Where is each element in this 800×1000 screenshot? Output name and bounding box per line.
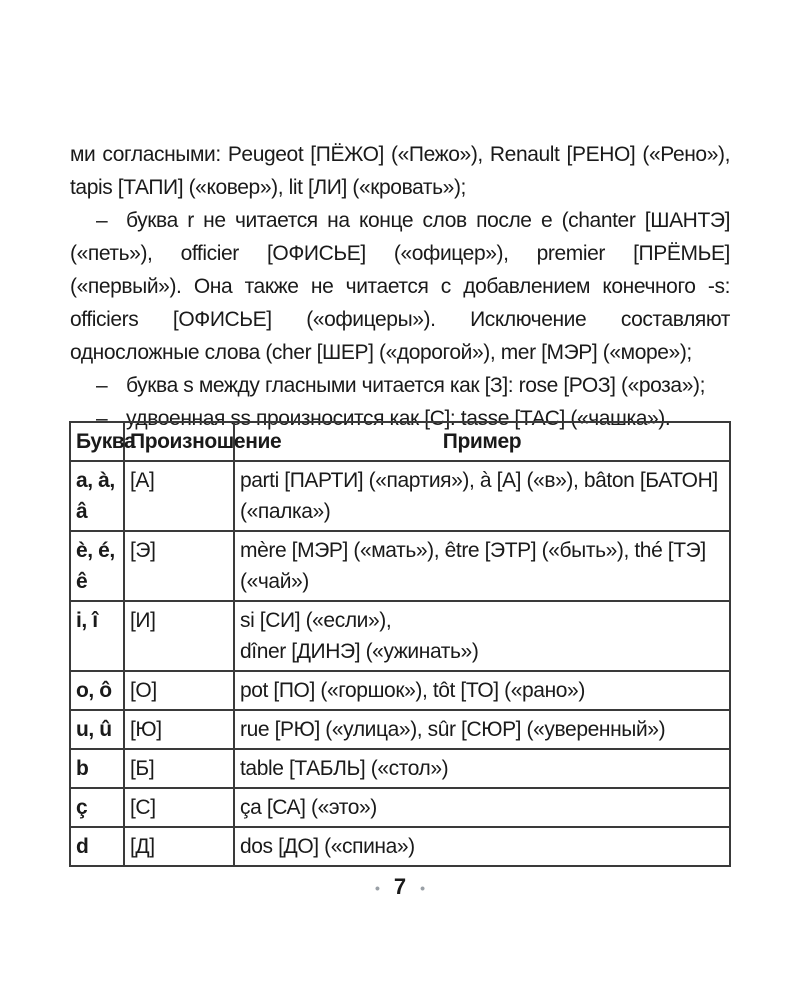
cell-pronunciation: [Б] <box>124 749 234 788</box>
page-dot-right: • <box>420 880 426 897</box>
cell-letter: i, î <box>70 601 124 671</box>
example-line-2: dîner [ДИНЭ] («ужинать») <box>240 640 479 663</box>
cell-pronunciation: [Ю] <box>124 710 234 749</box>
cell-pronunciation: [С] <box>124 788 234 827</box>
cell-letter: ç <box>70 788 124 827</box>
cell-letter: b <box>70 749 124 788</box>
cell-letter: o, ô <box>70 671 124 710</box>
table-row <box>70 788 730 827</box>
table-row <box>70 710 730 749</box>
cell-pronunciation: [А] <box>124 461 234 531</box>
example-line-1: si [СИ] («если»), <box>240 609 392 632</box>
header-example: Пример <box>234 422 730 461</box>
header-letter: Буква <box>70 422 124 461</box>
table-row <box>70 531 730 601</box>
bullet-text: удвоенная ss произносится как [С]: tasse [ТАС] («чашка»). <box>126 407 671 430</box>
cell-pronunciation: [И] <box>124 601 234 671</box>
bullet-dash: – <box>96 374 108 397</box>
bullet-dash: – <box>96 407 108 430</box>
cell-example: ça [СА] («это») <box>234 788 730 827</box>
cell-letter: è, é, ê <box>70 531 124 601</box>
cell-letter: u, û <box>70 710 124 749</box>
cell-letter: a, à, â <box>70 461 124 531</box>
table-row <box>70 601 730 671</box>
cell-example: rue [РЮ] («улица»), sûr [СЮР] («уверенный») <box>234 710 730 749</box>
bullet-r-rule <box>70 204 730 369</box>
cell-example: mère [МЭР] («мать»), être [ЭТР] («быть»), thé [ТЭ] («чай») <box>234 531 730 601</box>
cell-letter: d <box>70 827 124 866</box>
table-row <box>70 461 730 531</box>
table-row <box>70 749 730 788</box>
header-pronunciation: Произношение <box>124 422 234 461</box>
cell-example <box>234 601 730 671</box>
cell-pronunciation: [О] <box>124 671 234 710</box>
cell-example: parti [ПАРТИ] («партия»), à [А] («в»), bâton [БАТОН] («палка») <box>234 461 730 531</box>
bullet-s-rule <box>70 369 730 402</box>
cell-pronunciation: [Э] <box>124 531 234 601</box>
page-number-footer <box>0 874 800 900</box>
table-row <box>70 827 730 866</box>
paragraph-continuation: ми согласными: Peugeot [ПЁЖО] («Пежо»), Renault [РЕНО] («Рено»), tapis [ТАПИ] («ковер»), lit [ЛИ] («кровать»); <box>70 143 730 199</box>
table-row <box>70 671 730 710</box>
bullet-text: буква s между гласными читается как [З]: rose [РОЗ] («роза»); <box>126 374 706 397</box>
pronunciation-table <box>69 421 731 867</box>
bullet-dash: – <box>96 209 108 232</box>
cell-example: dos [ДО] («спина») <box>234 827 730 866</box>
bullet-text: буква r не читается на конце слов после e (chanter [ШАНТЭ] («петь»), officier [ОФИСЬЕ] («офицер»), premier [ПРЁМЬЕ] («первый»). Она также не читается с добавлением конечного -s: officiers [ОФИСЬЕ] («офицеры»). Исключение составляют односложные слова (cher [ШЕР] («дорогой»), mer [МЭР] («море»); <box>70 209 730 364</box>
table-header-row <box>70 422 730 461</box>
page-number: 7 <box>393 874 407 899</box>
cell-example: pot [ПО] («горшок»), tôt [ТО] («рано») <box>234 671 730 710</box>
body-text <box>70 138 730 435</box>
page-dot-left: • <box>374 880 380 897</box>
cell-example: table [ТАБЛЬ] («стол») <box>234 749 730 788</box>
cell-pronunciation: [Д] <box>124 827 234 866</box>
